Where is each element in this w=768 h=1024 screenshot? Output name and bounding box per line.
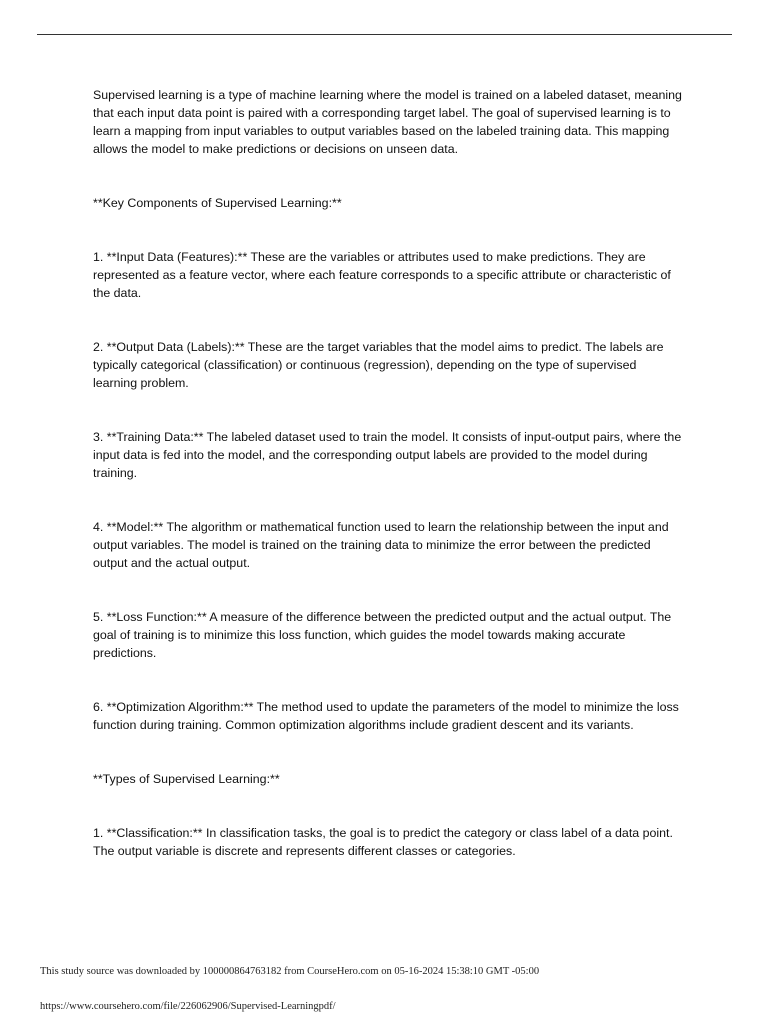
download-source-note: This study source was downloaded by 100000864763182 from CourseHero.com on 05-16-2024 15:38:10 GMT -05:00 bbox=[40, 966, 540, 977]
component-model: 4. **Model:** The algorithm or mathematical function used to learn the relationship between the input and output variables. The model is trained on the training data to minimize the error between the predicted output and the actual output. bbox=[93, 520, 669, 570]
intro-paragraph: Supervised learning is a type of machine learning where the model is trained on a labeled dataset, meaning that each input data point is paired with a corresponding target label. The goal of supervised learning is to learn a mapping from input variables to output variables based on the labeled training data. This mapping allows the model to make predictions or decisions on unseen data. bbox=[93, 88, 682, 156]
type-classification: 1. **Classification:** In classification tasks, the goal is to predict the category or class label of a data point. The output variable is discrete and represents different classes or categories. bbox=[93, 826, 673, 858]
component-input-data: 1. **Input Data (Features):** These are the variables or attributes used to make predictions. They are represented as a feature vector, where each feature corresponds to a specific attribute or characteristic of the data. bbox=[93, 250, 671, 300]
component-optimization-algorithm: 6. **Optimization Algorithm:** The method used to update the parameters of the model to minimize the loss function during training. Common optimization algorithms include gradient descent and its variants. bbox=[93, 700, 679, 732]
key-components-heading: **Key Components of Supervised Learning:** bbox=[93, 196, 342, 210]
header-divider bbox=[37, 34, 732, 35]
component-output-data: 2. **Output Data (Labels):** These are the target variables that the model aims to predict. The labels are typically categorical (classification) or continuous (regression), depending on the type of supervised learning problem. bbox=[93, 340, 664, 390]
footer-url[interactable]: https://www.coursehero.com/file/226062906/Supervised-Learningpdf/ bbox=[40, 1001, 336, 1012]
types-heading: **Types of Supervised Learning:** bbox=[93, 772, 280, 786]
document-body bbox=[93, 86, 683, 860]
component-loss-function: 5. **Loss Function:** A measure of the difference between the predicted output and the actual output. The goal of training is to minimize this loss function, which guides the model towards making accurate predictions. bbox=[93, 610, 672, 660]
component-training-data: 3. **Training Data:** The labeled dataset used to train the model. It consists of input-output pairs, where the input data is fed into the model, and the corresponding output labels are provided to the model during training. bbox=[93, 430, 682, 480]
